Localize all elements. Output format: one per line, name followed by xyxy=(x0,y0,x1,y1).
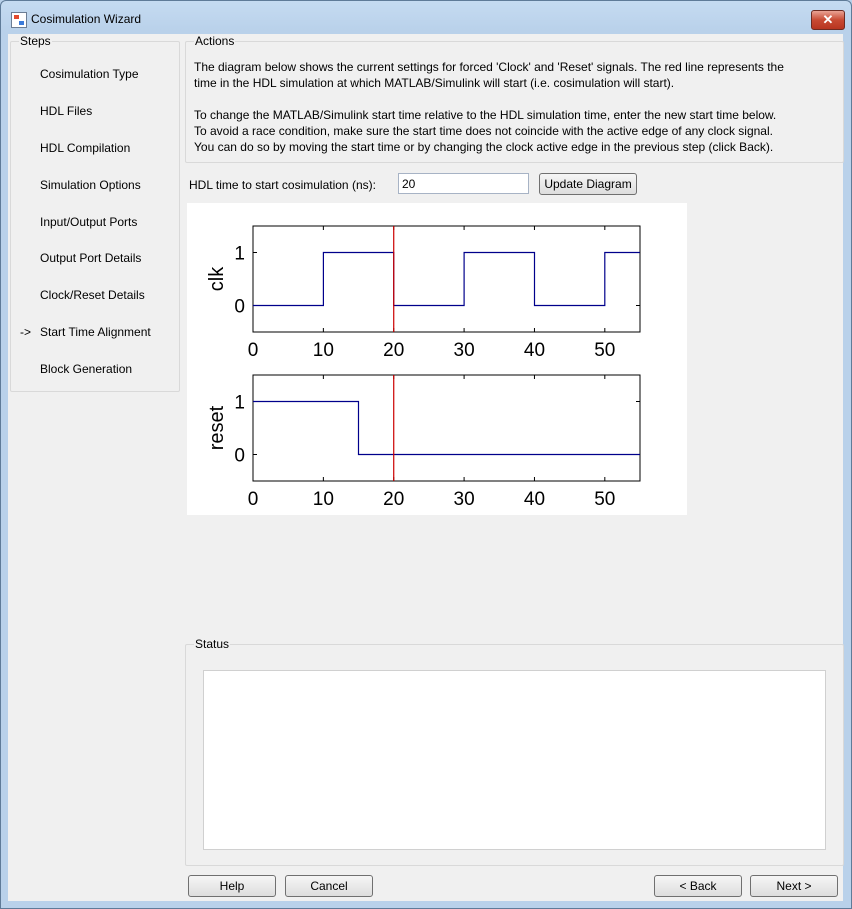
close-button[interactable] xyxy=(811,10,845,30)
help-button[interactable]: Help xyxy=(188,875,276,897)
next-button[interactable]: Next > xyxy=(750,875,838,897)
timing-diagram xyxy=(187,203,687,515)
timing-diagram-svg xyxy=(187,203,687,515)
step-output-port-details[interactable]: Output Port Details xyxy=(40,251,142,265)
clk-y-label: clk xyxy=(206,266,228,292)
clk-x-tick-label: 40 xyxy=(523,340,546,361)
clk-y-tick-label: 1 xyxy=(234,243,245,265)
status-title: Status xyxy=(195,637,230,651)
reset-y-tick-label: 1 xyxy=(234,392,245,414)
step-input-output-ports[interactable]: Input/Output Ports xyxy=(40,215,138,229)
client-area xyxy=(8,34,843,901)
clk-x-tick-label: 20 xyxy=(383,340,405,361)
clk-x-tick-label: 10 xyxy=(312,340,334,361)
step-start-time-alignment[interactable]: Start Time Alignment xyxy=(40,325,151,339)
steps-title: Steps xyxy=(20,34,51,48)
reset-y-tick-label: 0 xyxy=(234,445,245,467)
reset-axes-box xyxy=(253,375,640,481)
status-text-area[interactable] xyxy=(203,670,826,850)
start-time-input[interactable] xyxy=(398,173,529,194)
description-line-1: The diagram below shows the current settings for forced 'Clock' and 'Reset' signals. The red line represents the xyxy=(194,60,784,74)
reset-y-label: reset xyxy=(206,405,228,451)
reset-x-tick-label: 50 xyxy=(594,489,616,510)
close-icon: ✕ xyxy=(822,12,834,27)
start-time-label: HDL time to start cosimulation (ns): xyxy=(189,178,376,192)
clk-x-tick-label: 0 xyxy=(247,340,259,361)
step-hdl-files[interactable]: HDL Files xyxy=(40,104,93,118)
description-line-5: You can do so by moving the start time or by changing the clock active edge in the previous step (click Back). xyxy=(194,140,774,154)
description-line-3: To change the MATLAB/Simulink start time relative to the HDL simulation time, enter the new start time below. xyxy=(194,108,777,122)
description-line-2: time in the HDL simulation at which MATLAB/Simulink will start (i.e. cosimulation will start). xyxy=(194,76,675,90)
simulink-icon xyxy=(11,12,27,28)
clk-axes-box xyxy=(253,226,640,332)
update-diagram-button[interactable]: Update Diagram xyxy=(539,173,637,195)
current-step-marker: -> xyxy=(20,325,32,339)
step-block-generation[interactable]: Block Generation xyxy=(40,362,133,376)
step-cosimulation-type[interactable]: Cosimulation Type xyxy=(40,67,139,81)
reset-x-tick-label: 30 xyxy=(453,489,475,510)
step-simulation-options[interactable]: Simulation Options xyxy=(40,178,141,192)
step-clock-reset-details[interactable]: Clock/Reset Details xyxy=(40,288,145,302)
reset-x-tick-label: 0 xyxy=(247,489,259,510)
title-bar xyxy=(1,1,851,35)
cancel-button[interactable]: Cancel xyxy=(285,875,373,897)
reset-x-tick-label: 10 xyxy=(312,489,334,510)
description-line-4: To avoid a race condition, make sure the start time does not coincide with the active edge of any clock signal. xyxy=(194,124,773,138)
back-button[interactable]: < Back xyxy=(654,875,742,897)
step-hdl-compilation[interactable]: HDL Compilation xyxy=(40,141,131,155)
clk-x-tick-label: 50 xyxy=(594,340,616,361)
clk-x-tick-label: 30 xyxy=(453,340,475,361)
actions-title: Actions xyxy=(195,34,235,48)
reset-x-tick-label: 40 xyxy=(523,489,546,510)
window-title: Cosimulation Wizard xyxy=(31,12,142,26)
reset-x-tick-label: 20 xyxy=(383,489,405,510)
clk-y-tick-label: 0 xyxy=(234,296,245,318)
